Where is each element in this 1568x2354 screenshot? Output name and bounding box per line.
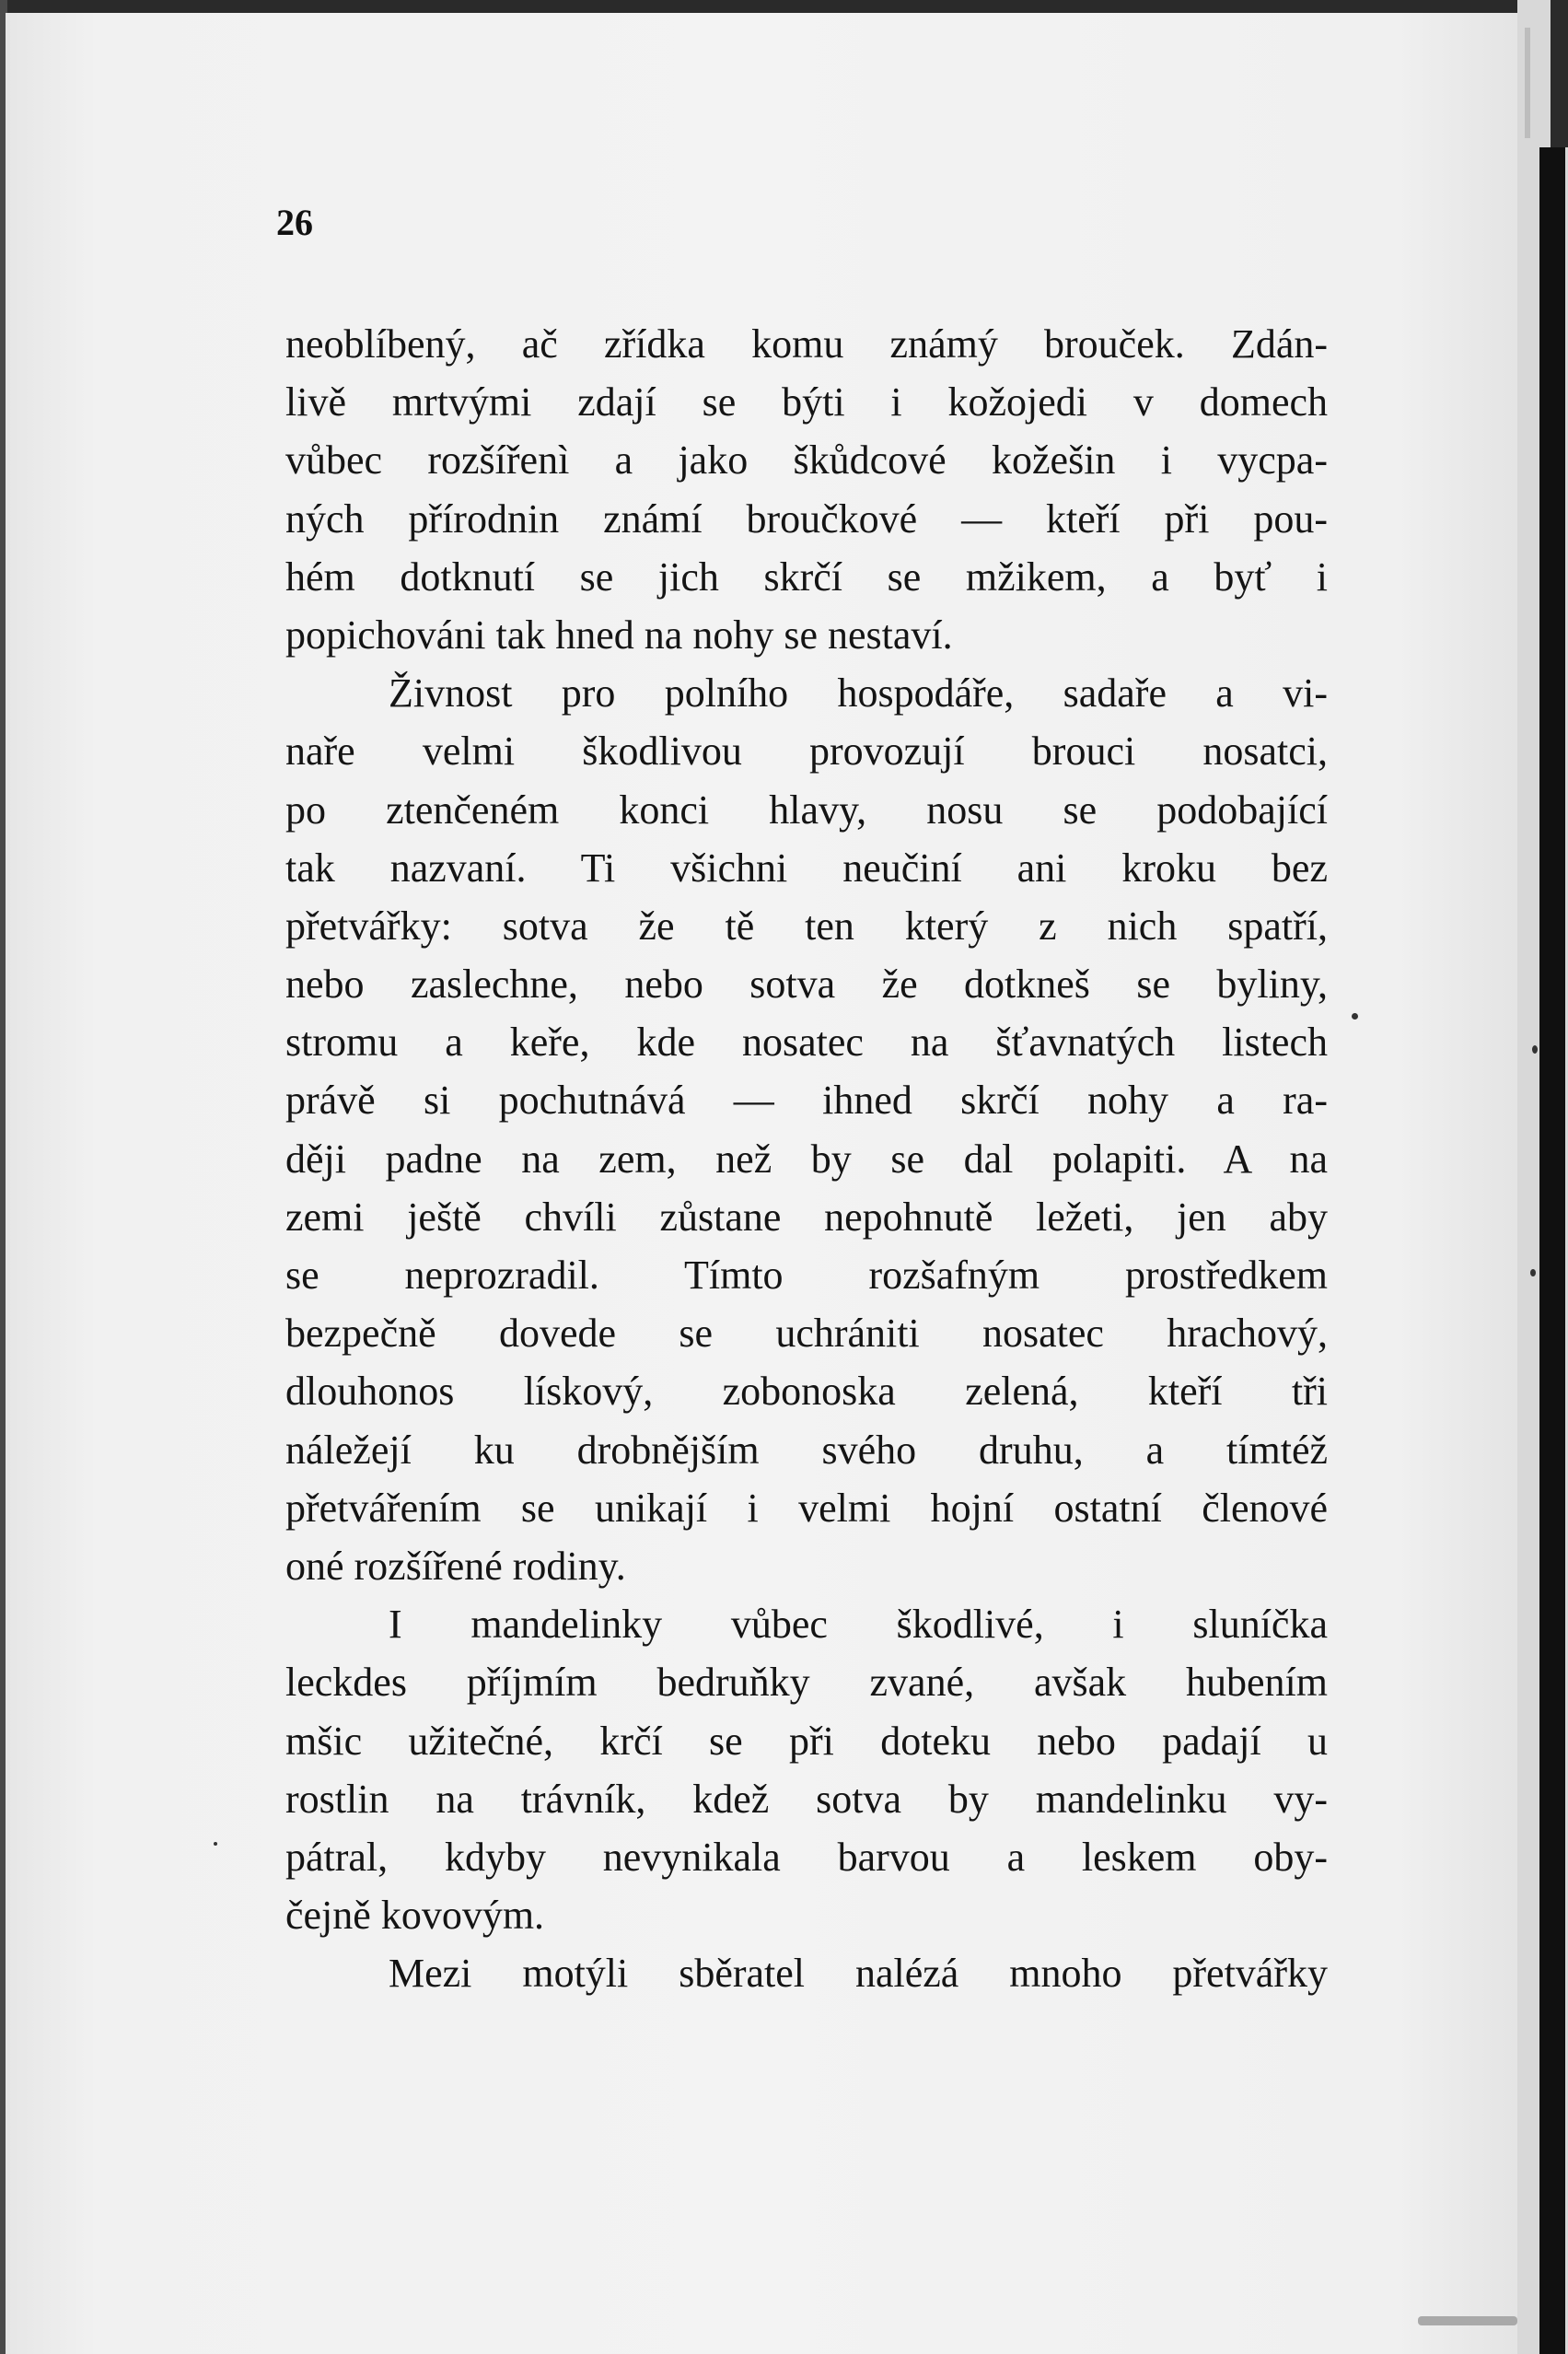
text-line: náležejí ku drobnějším svého druhu, a tímtéž [285, 1427, 1328, 1473]
text-line: přetvářky: sotva že tě ten který z nich spatří, [285, 903, 1328, 949]
text-line: právě si pochutnává — ihned skrčí nohy a ra- [285, 1078, 1328, 1124]
text-line: mšic užitečné, krčí se při doteku nebo padají u [285, 1718, 1328, 1764]
scan-corner-smudge [1418, 2316, 1517, 2325]
text-line: oné rozšířené rodiny. [285, 1543, 626, 1589]
scan-speck [214, 1842, 217, 1846]
text-line: nebo zaslechne, nebo sotva že dotkneš se byliny, [285, 961, 1328, 1008]
text-line: hém dotknutí se jich skrčí se mžikem, a byť i [285, 554, 1328, 600]
scan-speck [1352, 1013, 1358, 1020]
text-line: I mandelinky vůbec škodlivé, i sluníčka [389, 1602, 1328, 1648]
text-line: tak nazvaní. Ti všichni neučiní ani kroku bez [285, 845, 1328, 891]
text-line: vůbec rozšířenì a jako škůdcové kožešin i vycpa- [285, 437, 1328, 484]
text-line: neoblíbený, ač zřídka komu známý brouček. Zdán- [285, 321, 1328, 367]
text-line: čejně kovovým. [285, 1893, 545, 1939]
body-text [285, 315, 1328, 2002]
text-line: stromu a keře, kde nosatec na šťavnatých listech [285, 1020, 1328, 1066]
text-line: rostlin na trávník, kdež sotva by mandelinku vy- [285, 1776, 1328, 1822]
text-line: ných přírodnin známí broučkové — kteří při pou- [285, 495, 1328, 542]
scan-right-edge-top [1551, 0, 1568, 147]
page-number: 26 [276, 202, 313, 243]
text-line: Živnost pro polního hospodáře, sadaře a vi- [389, 670, 1328, 717]
scan-speck [1530, 1269, 1536, 1276]
text-line: pátral, kdyby nevynikala barvou a leskem oby- [285, 1834, 1328, 1880]
scan-edge-gap [1525, 28, 1530, 138]
text-line: leckdes příjmím bedruňky zvané, avšak hubením [285, 1660, 1328, 1706]
text-line: popichováni tak hned na nohy se nestaví. [285, 612, 953, 658]
text-line: přetvářením se unikají i velmi hojní ostatní členové [285, 1485, 1328, 1531]
text-line: naře velmi škodlivou provozují brouci nosatci, [285, 728, 1328, 775]
scan-top-border [0, 0, 1568, 13]
text-line: dlouhonos lískový, zobonoska zelená, kteří tři [285, 1369, 1328, 1415]
text-line: se neprozradil. Tímto rozšafným prostředkem [285, 1253, 1328, 1298]
text-line: livě mrtvými zdají se býti i kožojedi v domech [285, 379, 1328, 425]
text-line: zemi ještě chvíli zůstane nepohnutě ležeti, jen aby [285, 1194, 1328, 1240]
text-line: bezpečně dovede se uchrániti nosatec hrachový, [285, 1311, 1328, 1357]
text-line: Mezi motýli sběratel nalézá mnoho přetvářky [389, 1951, 1328, 1997]
text-line: po ztenčeném konci hlavy, nosu se podobající [285, 787, 1328, 833]
scan-right-edge [1539, 147, 1565, 2354]
text-line: ději padne na zem, než by se dal polapiti. A na [285, 1136, 1328, 1182]
scan-speck [1532, 1045, 1538, 1054]
